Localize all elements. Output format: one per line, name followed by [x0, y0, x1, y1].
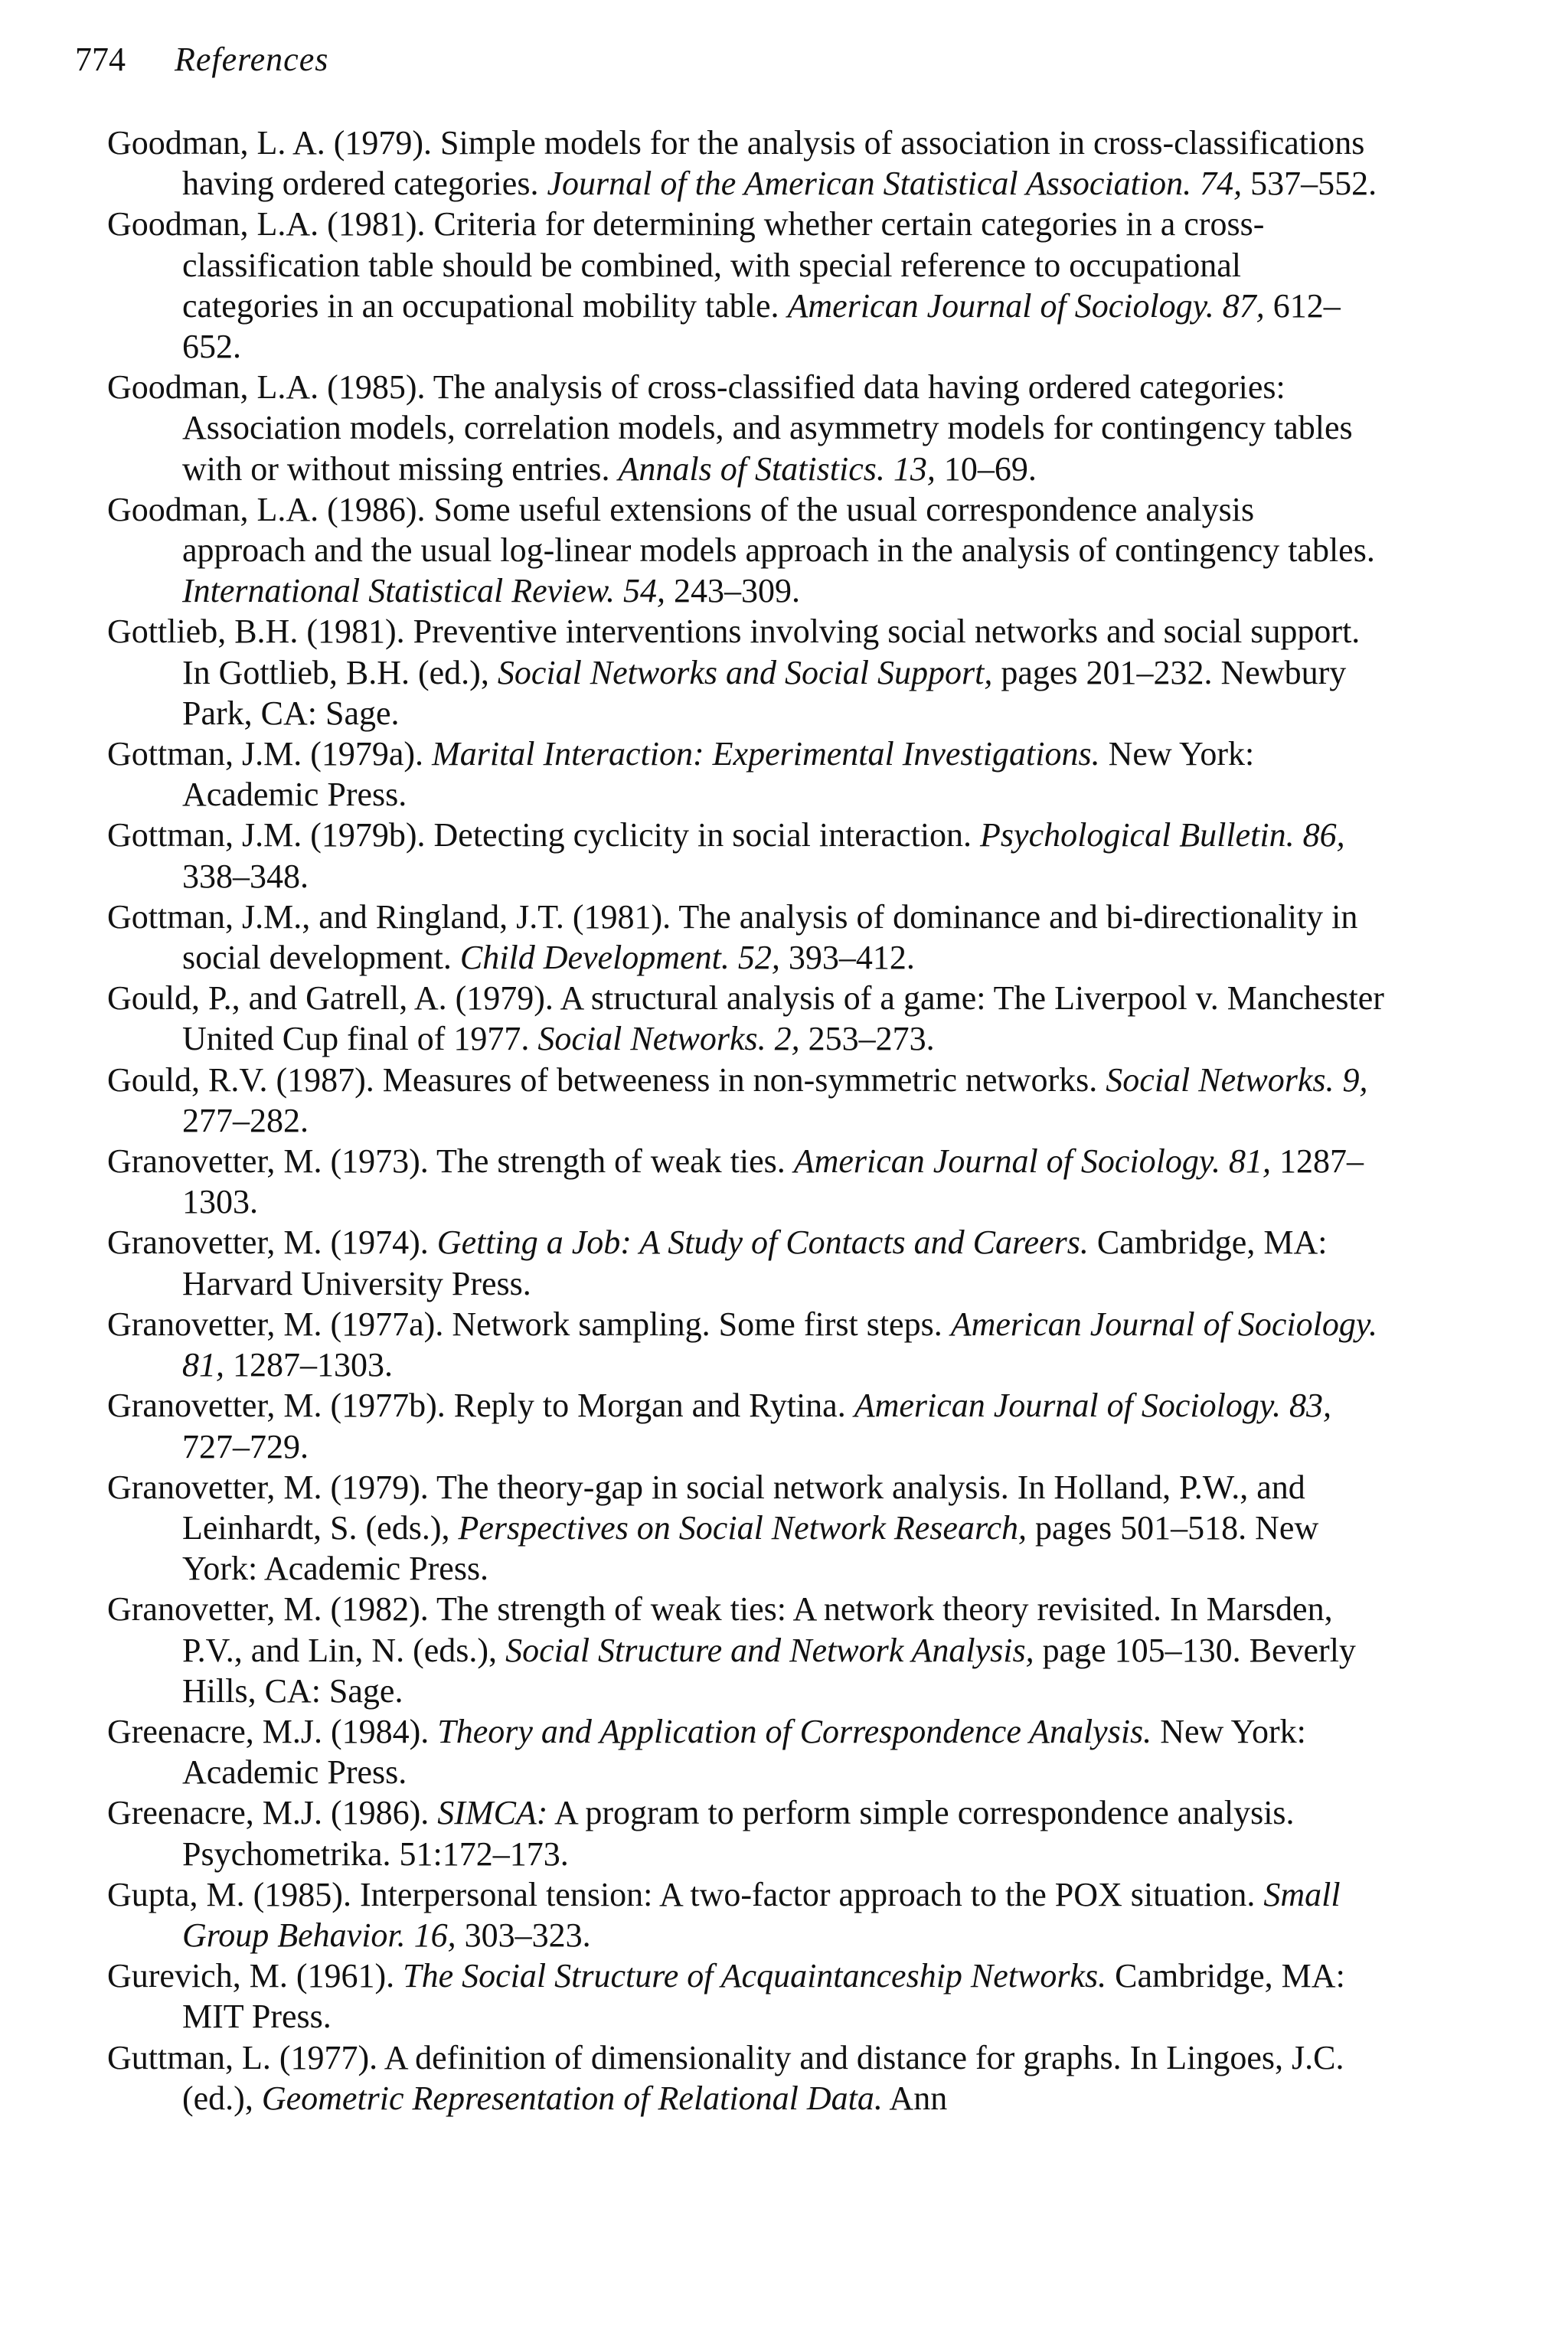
page-number: 774 [75, 41, 126, 78]
reference-entry: Goodman, L.A. (1986). Some useful extensions of the usual correspondence analysis approach and the usual log-linear models approach in the analysis of contingency tables. International Statistical Review. 54, 243–309. [107, 490, 1375, 610]
reference-entry: Gurevich, M. (1961). The Social Structure of Acquaintanceship Networks. Cambridge, MA: MIT Press. [107, 1957, 1345, 2036]
reference-entry: Gottman, J.M. (1979a). Marital Interaction: Experimental Investigations. New York: Academic Press. [107, 735, 1255, 814]
reference-entry: Gupta, M. (1985). Interpersonal tension: A two-factor approach to the POX situation. Small Group Behavior. 16, 303–323. [107, 1875, 1341, 1954]
reference-entry: Gould, R.V. (1987). Measures of betweeness in non-symmetric networks. Social Networks. 9, 277–282. [107, 1060, 1368, 1139]
reference-entry: Granovetter, M. (1982). The strength of weak ties: A network theory revisited. In Marsden, P.V., and Lin, N. (eds.), Social Structure and Network Analysis, page 105–130. Beverly Hills, CA: Sage. [107, 1590, 1356, 1710]
reference-entry: Granovetter, M. (1973). The strength of weak ties. American Journal of Sociology. 81, 1287–1303. [107, 1142, 1364, 1221]
running-head [75, 37, 328, 83]
reference-entry: Gottman, J.M. (1979b). Detecting cyclicity in social interaction. Psychological Bulletin. 86, 338–348. [107, 816, 1345, 895]
reference-entry: Gottman, J.M., and Ringland, J.T. (1981). The analysis of dominance and bi-directionality in social development. Child Development. 52, 393–412. [107, 897, 1358, 977]
reference-entry: Gottlieb, B.H. (1981). Preventive interventions involving social networks and social support. In Gottlieb, B.H. (ed.), Social Networks and Social Support, pages 201–232. Newbury Park, CA: Sage. [107, 613, 1361, 732]
reference-entry: Granovetter, M. (1977b). Reply to Morgan and Rytina. American Journal of Sociology. 83, 727–729. [107, 1387, 1331, 1465]
reference-entry: Greenacre, M.J. (1986). SIMCA: A program to perform simple correspondence analysis. Psychometrika. 51:172–173. [107, 1794, 1295, 1873]
section-title: References [175, 41, 329, 78]
reference-entry: Greenacre, M.J. (1984). Theory and Application of Correspondence Analysis. New York: Academic Press. [107, 1712, 1306, 1792]
reference-entry: Guttman, L. (1977). A definition of dimensionality and distance for graphs. In Lingoes, J.C. (ed.), Geometric Representation of Relational Data. Ann [107, 2038, 1344, 2117]
reference-list [107, 123, 1386, 2119]
reference-entry: Goodman, L.A. (1985). The analysis of cross-classified data having ordered categories: Association models, correlation models, and asymmetry models for contingency tables with or without missing entries. Annals of Statistics. 13, 10–69. [107, 368, 1353, 488]
reference-entry: Granovetter, M. (1979). The theory-gap in social network analysis. In Holland, P.W., and Leinhardt, S. (eds.), Perspectives on Social Network Research, pages 501–518. New York: Academic Press. [107, 1468, 1319, 1588]
reference-entry: Goodman, L. A. (1979). Simple models for the analysis of association in cross-classifications having ordered categories. Journal of the American Statistical Association. 74, 537–552. [107, 124, 1377, 203]
reference-entry: Goodman, L.A. (1981). Criteria for determining whether certain categories in a cross-classification table should be combined, with special reference to occupational categories in an occupational mobility table. American Journal of Sociology. 87, 612–652. [107, 205, 1341, 366]
reference-entry: Gould, P., and Gatrell, A. (1979). A structural analysis of a game: The Liverpool v. Manchester United Cup final of 1977. Social Networks. 2, 253–273. [107, 979, 1384, 1058]
reference-entry: Granovetter, M. (1977a). Network sampling. Some first steps. American Journal of Sociology. 81, 1287–1303. [107, 1305, 1377, 1384]
reference-entry: Granovetter, M. (1974). Getting a Job: A Study of Contacts and Careers. Cambridge, MA: Harvard University Press. [107, 1224, 1328, 1302]
